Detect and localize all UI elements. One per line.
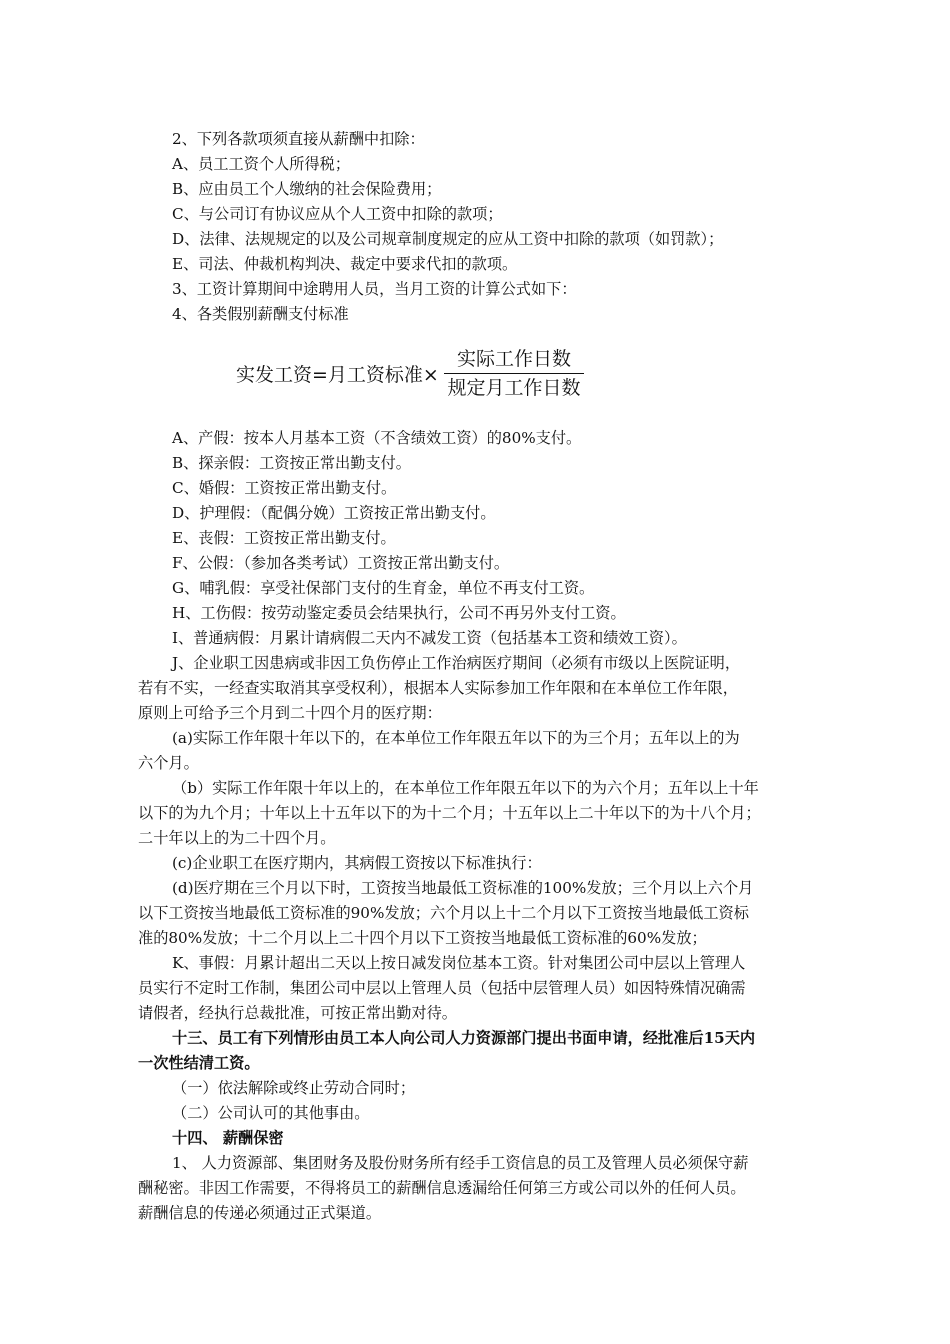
deduction-item-b: B、应由员工个人缴纳的社会保险费用； <box>172 180 442 198</box>
leave-personal-line1: K、事假：月累计超出二天以上按日减发岗位基本工资。针对集团公司中层以上管理人 <box>172 954 746 972</box>
medical-period-line2: 若有不实，一经查实取消其享受权利），根据本人实际参加工作年限和在本单位工作年限， <box>138 679 738 697</box>
section14-line3: 薪酬信息的传递必须通过正式渠道。 <box>138 1204 381 1222</box>
medical-rule-a-line1: (a)实际工作年限十年以下的，在本单位工作年限五年以下的为三个月；五年以上的为 <box>172 729 740 747</box>
medical-rule-b-line1: （b）实际工作年限十年以上的，在本单位工作年限五年以下的为六个月；五年以上十年 <box>172 779 759 797</box>
leave-pay-heading: 4、各类假别薪酬支付标准 <box>172 305 349 323</box>
deduction-item-e: E、司法、仲裁机构判决、裁定中要求代扣的款项。 <box>172 255 518 273</box>
deduction-item-a: A、员工工资个人所得税； <box>172 155 351 173</box>
leave-sick: I、普通病假：月累计请病假二天内不减发工资（包括基本工资和绩效工资）。 <box>172 629 687 647</box>
deduction-item-d: D、法律、法规规定的以及公司规章制度规定的应从工资中扣除的款项（如罚款）； <box>172 230 724 248</box>
salary-formula <box>236 346 596 404</box>
formula-lhs: 实发工资=月工资标准× <box>236 364 439 386</box>
medical-rule-a-line2: 六个月。 <box>138 754 199 772</box>
section14-heading: 十四、 薪酬保密 <box>172 1129 284 1147</box>
medical-rule-d-line2: 以下工资按当地最低工资标准的90%发放；六个月以上十二个月以下工资按当地最低工资标 <box>138 904 749 922</box>
medical-rule-d-line1: (d)医疗期在三个月以下时，工资按当地最低工资标准的100%发放；三个月以上六个月 <box>172 879 754 897</box>
formula-denominator: 规定月工作日数 <box>447 377 581 399</box>
leave-personal-line3: 请假者，经执行总裁批准，可按正常出勤对待。 <box>138 1004 457 1022</box>
leave-work-injury: H、工伤假：按劳动鉴定委员会结果执行，公司不再另外支付工资。 <box>172 604 626 622</box>
fraction-bar <box>444 373 584 374</box>
medical-rule-c: (c)企业职工在医疗期内，其病假工资按以下标准执行： <box>172 854 542 872</box>
medical-period-line1: J、企业职工因患病或非因工负伤停止工作治病医疗期间（必须有市级以上医院证明， <box>172 654 741 672</box>
section13-item-1: （一）依法解除或终止劳动合同时； <box>172 1079 415 1097</box>
medical-rule-b-line3: 二十年以上的为二十四个月。 <box>138 829 336 847</box>
medical-rule-b-line2: 以下的为九个月；十年以上十五年以下的为十二个月；十五年以上二十年以下的为十八个月； <box>138 804 761 822</box>
leave-public: F、公假：（参加各类考试）工资按正常出勤支付。 <box>172 554 510 572</box>
section13-heading-line2: 一次性结清工资。 <box>138 1054 260 1072</box>
leave-breastfeeding: G、哺乳假：享受社保部门支付的生育金，单位不再支付工资。 <box>172 579 595 597</box>
leave-marriage: C、婚假：工资按正常出勤支付。 <box>172 479 397 497</box>
medical-period-line3: 原则上可给予三个月到二十四个月的医疗期： <box>138 704 442 722</box>
leave-family-visit: B、探亲假：工资按正常出勤支付。 <box>172 454 411 472</box>
deduction-item-c: C、与公司订有协议应从个人工资中扣除的款项； <box>172 205 503 223</box>
leave-maternity: A、产假：按本人月基本工资（不含绩效工资）的80%支付。 <box>172 429 582 447</box>
deduction-intro: 2、下列各款项须直接从薪酬中扣除： <box>172 130 425 148</box>
leave-nursing: D、护理假：（配偶分娩）工资按正常出勤支付。 <box>172 504 496 522</box>
section14-line1: 1、 人力资源部、集团财务及股份财务所有经手工资信息的员工及管理人员必须保守薪 <box>172 1154 749 1172</box>
section13-item-2: （二）公司认可的其他事由。 <box>172 1104 370 1122</box>
leave-bereavement: E、丧假：工资按正常出勤支付。 <box>172 529 396 547</box>
section14-line2: 酬秘密。非因工作需要，不得将员工的薪酬信息透漏给任何第三方或公司以外的任何人员。 <box>138 1179 746 1197</box>
section13-heading-line1: 十三、员工有下列情形由员工本人向公司人力资源部门提出书面申请，经批准后15天内 <box>172 1029 756 1047</box>
midterm-hire-formula-intro: 3、工资计算期间中途聘用人员，当月工资的计算公式如下： <box>172 280 577 298</box>
formula-fraction <box>444 346 584 401</box>
medical-rule-d-line3: 准的80%发放；十二个月以上二十四个月以下工资按当地最低工资标准的60%发放； <box>138 929 707 947</box>
formula-numerator: 实际工作日数 <box>456 348 571 370</box>
leave-personal-line2: 员实行不定时工作制，集团公司中层以上管理人员（包括中层管理人员）如因特殊情况确需 <box>138 979 746 997</box>
